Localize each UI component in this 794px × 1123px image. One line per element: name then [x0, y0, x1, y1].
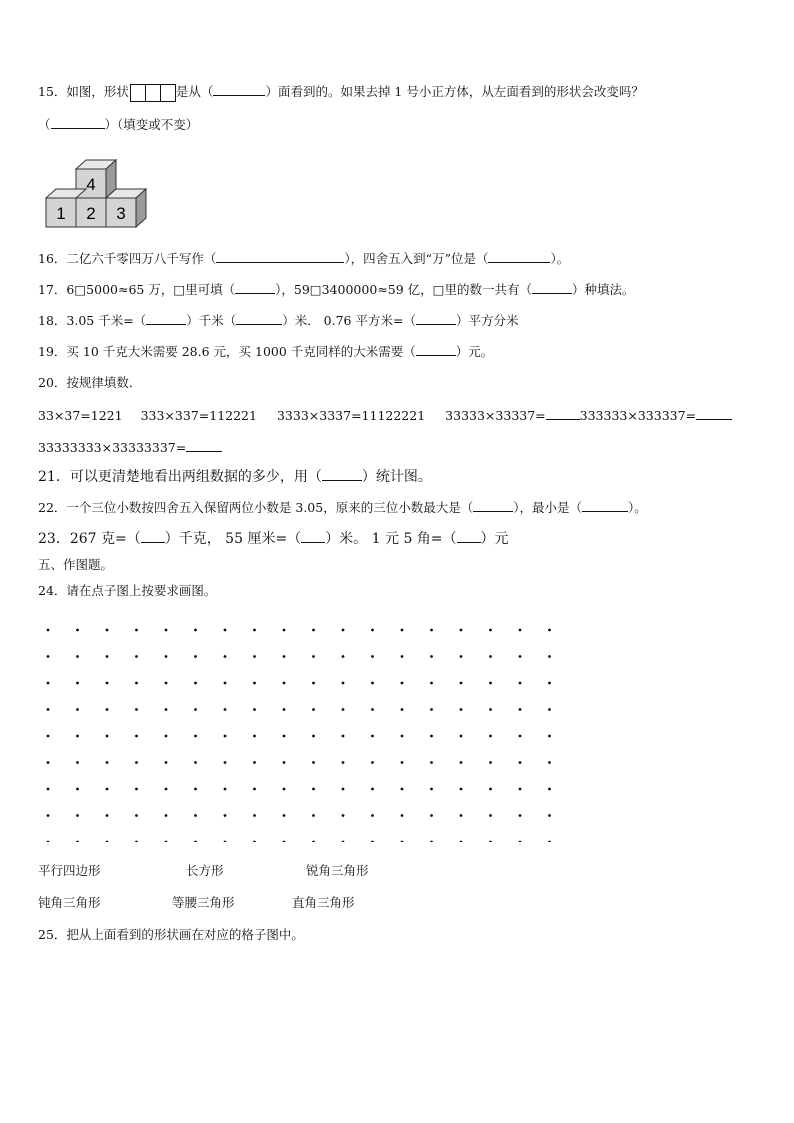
grid-dot[interactable] — [106, 682, 109, 685]
grid-dot[interactable] — [342, 735, 345, 738]
grid-dot[interactable] — [76, 814, 79, 817]
grid-dot[interactable] — [76, 841, 79, 842]
grid-dot[interactable] — [283, 682, 286, 685]
grid-dot[interactable] — [165, 682, 168, 685]
grid-dot[interactable] — [224, 788, 227, 791]
grid-dot[interactable] — [371, 629, 374, 632]
grid-dot[interactable] — [194, 655, 197, 658]
grid-dot[interactable] — [312, 655, 315, 658]
grid-dot[interactable] — [224, 814, 227, 817]
grid-dot[interactable] — [430, 761, 433, 764]
grid-dot[interactable] — [194, 814, 197, 817]
grid-dot[interactable] — [194, 629, 197, 632]
grid-dot[interactable] — [47, 708, 50, 711]
grid-dot[interactable] — [371, 735, 374, 738]
grid-dot[interactable] — [76, 788, 79, 791]
shape-label: 等腰三角形 — [172, 895, 235, 910]
grid-dot[interactable] — [342, 761, 345, 764]
answer-blank[interactable] — [416, 312, 456, 325]
answer-blank[interactable] — [213, 83, 265, 96]
grid-dot[interactable] — [47, 841, 50, 842]
answer-blank[interactable] — [582, 499, 628, 512]
grid-dot[interactable] — [135, 841, 138, 842]
grid-dot[interactable] — [224, 841, 227, 842]
grid-dot[interactable] — [47, 735, 50, 738]
answer-blank[interactable] — [696, 407, 732, 420]
grid-dot[interactable] — [342, 629, 345, 632]
grid-dot[interactable] — [135, 788, 138, 791]
answer-blank[interactable] — [236, 312, 282, 325]
grid-dot[interactable] — [312, 629, 315, 632]
grid-dot[interactable] — [135, 814, 138, 817]
grid-dot[interactable] — [519, 841, 522, 842]
grid-dot[interactable] — [430, 708, 433, 711]
grid-dot[interactable] — [165, 788, 168, 791]
grid-dot[interactable] — [194, 708, 197, 711]
grid-dot[interactable] — [342, 814, 345, 817]
grid-dot[interactable] — [401, 655, 404, 658]
grid-dot[interactable] — [283, 761, 286, 764]
shape-label: 锐角三角形 — [306, 863, 369, 878]
grid-dot[interactable] — [194, 788, 197, 791]
grid-dot[interactable] — [430, 841, 433, 842]
grid-dot[interactable] — [165, 761, 168, 764]
grid-dot[interactable] — [489, 761, 492, 764]
grid-dot[interactable] — [47, 814, 50, 817]
grid-dot[interactable] — [165, 735, 168, 738]
answer-blank[interactable] — [546, 407, 580, 420]
grid-dot[interactable] — [224, 655, 227, 658]
answer-blank[interactable] — [216, 250, 344, 263]
grid-dot[interactable] — [283, 629, 286, 632]
grid-dot[interactable] — [283, 841, 286, 842]
grid-dot[interactable] — [401, 682, 404, 685]
grid-dot[interactable] — [47, 682, 50, 685]
grid-dot[interactable] — [253, 708, 256, 711]
grid-dot[interactable] — [283, 814, 286, 817]
grid-dot[interactable] — [135, 655, 138, 658]
grid-dot[interactable] — [76, 735, 79, 738]
grid-dot[interactable] — [342, 682, 345, 685]
answer-blank[interactable] — [473, 499, 513, 512]
answer-blank[interactable] — [322, 468, 362, 481]
grid-dot[interactable] — [253, 682, 256, 685]
grid-dot[interactable] — [489, 682, 492, 685]
grid-dot[interactable] — [548, 735, 551, 738]
grid-dot[interactable] — [342, 708, 345, 711]
answer-blank[interactable] — [51, 116, 105, 129]
three-square-shape — [130, 84, 175, 102]
question-18: 18．3.05 千米=（ ）千米（ ）米． 0.76 平方米=（ ）平方分米 — [38, 313, 519, 328]
grid-dot[interactable] — [460, 788, 463, 791]
grid-dot[interactable] — [106, 629, 109, 632]
answer-blank[interactable] — [186, 439, 222, 452]
grid-dot[interactable] — [135, 708, 138, 711]
grid-dot[interactable] — [489, 735, 492, 738]
grid-dot[interactable] — [47, 629, 50, 632]
grid-dot[interactable] — [342, 841, 345, 842]
grid-dot[interactable] — [430, 788, 433, 791]
grid-dot[interactable] — [253, 629, 256, 632]
grid-dot[interactable] — [460, 708, 463, 711]
grid-dot[interactable] — [253, 814, 256, 817]
grid-dot[interactable] — [519, 655, 522, 658]
question-17: 17．6□5000≈65 万，□里可填（ ），59□3400000≈59 亿，□里的数一共有（ ）种填法。 — [38, 282, 635, 297]
grid-dot[interactable] — [194, 841, 197, 842]
grid-dot[interactable] — [106, 655, 109, 658]
cube-figure — [44, 157, 148, 231]
grid-dot[interactable] — [519, 814, 522, 817]
grid-dot[interactable] — [401, 841, 404, 842]
grid-dot[interactable] — [106, 708, 109, 711]
grid-dot[interactable] — [253, 735, 256, 738]
grid-dot[interactable] — [489, 655, 492, 658]
question-25: 25．把从上面看到的形状画在对应的格子图中。 — [38, 927, 304, 942]
grid-dot[interactable] — [165, 708, 168, 711]
grid-dot[interactable] — [253, 788, 256, 791]
grid-dot[interactable] — [460, 761, 463, 764]
grid-dot[interactable] — [489, 841, 492, 842]
grid-dot[interactable] — [76, 682, 79, 685]
grid-dot[interactable] — [106, 814, 109, 817]
grid-dot[interactable] — [312, 814, 315, 817]
grid-dot[interactable] — [76, 629, 79, 632]
grid-dot[interactable] — [47, 788, 50, 791]
shape-label: 直角三角形 — [292, 895, 355, 910]
question-24: 24．请在点子图上按要求画图。 — [38, 583, 217, 598]
answer-blank[interactable] — [488, 250, 550, 263]
grid-dot[interactable] — [312, 841, 315, 842]
answer-blank[interactable] — [532, 281, 572, 294]
answer-blank[interactable] — [146, 312, 186, 325]
section-heading: 五、作图题。 — [38, 557, 114, 572]
answer-blank[interactable] — [235, 281, 275, 294]
grid-dot[interactable] — [165, 814, 168, 817]
grid-dot[interactable] — [76, 761, 79, 764]
shape-label: 长方形 — [186, 863, 224, 878]
grid-dot[interactable] — [430, 629, 433, 632]
grid-dot[interactable] — [519, 761, 522, 764]
grid-dot[interactable] — [548, 682, 551, 685]
grid-dot[interactable] — [548, 761, 551, 764]
question-23: 23．267 克=（ ）千克， 55 厘米=（ ）米。 1 元 5 角=（ ）元 — [38, 531, 509, 547]
question-21: 21．可以更清楚地看出两组数据的多少，用（ ）统计图。 — [38, 469, 432, 485]
cube-label-2: 2 — [86, 204, 96, 223]
grid-dot[interactable] — [489, 708, 492, 711]
grid-dot[interactable] — [460, 735, 463, 738]
grid-dot[interactable] — [312, 761, 315, 764]
cube-label-4: 4 — [86, 175, 96, 194]
grid-dot[interactable] — [76, 655, 79, 658]
grid-dot[interactable] — [165, 629, 168, 632]
grid-dot[interactable] — [135, 735, 138, 738]
grid-dot[interactable] — [460, 629, 463, 632]
grid-dot[interactable] — [224, 708, 227, 711]
grid-dot[interactable] — [460, 682, 463, 685]
grid-dot[interactable] — [489, 629, 492, 632]
grid-dot[interactable] — [283, 655, 286, 658]
grid-dot[interactable] — [165, 841, 168, 842]
grid-dot[interactable] — [519, 735, 522, 738]
grid-dot[interactable] — [489, 788, 492, 791]
grid-dot[interactable] — [106, 841, 109, 842]
grid-dot[interactable] — [135, 629, 138, 632]
grid-dot[interactable] — [283, 735, 286, 738]
grid-dot[interactable] — [401, 629, 404, 632]
grid-dot[interactable] — [460, 655, 463, 658]
grid-dot[interactable] — [253, 655, 256, 658]
question-20: 20．按规律填数． — [38, 375, 142, 390]
grid-dot[interactable] — [401, 735, 404, 738]
grid-dot[interactable] — [106, 788, 109, 791]
cube-label-3: 3 — [116, 204, 126, 223]
grid-dot[interactable] — [371, 841, 374, 842]
grid-dot[interactable] — [519, 708, 522, 711]
grid-dot[interactable] — [342, 788, 345, 791]
grid-dot[interactable] — [253, 841, 256, 842]
grid-dot[interactable] — [194, 761, 197, 764]
grid-dot[interactable] — [430, 682, 433, 685]
question-16: 16．二亿六千零四万八千写作（ ），四舍五入到“万”位是（ ）。 — [38, 251, 570, 266]
grid-dot[interactable] — [224, 629, 227, 632]
grid-dot[interactable] — [47, 655, 50, 658]
grid-dot[interactable] — [342, 655, 345, 658]
question-20-row2: 33333333×33333337= — [38, 439, 222, 456]
answer-blank[interactable] — [301, 530, 325, 543]
grid-dot[interactable] — [106, 761, 109, 764]
grid-dot[interactable] — [253, 761, 256, 764]
grid-dot[interactable] — [224, 761, 227, 764]
grid-dot[interactable] — [312, 788, 315, 791]
grid-dot[interactable] — [460, 841, 463, 842]
grid-dot[interactable] — [371, 708, 374, 711]
answer-blank[interactable] — [416, 343, 456, 356]
grid-dot[interactable] — [224, 735, 227, 738]
dot-grid[interactable] — [38, 622, 558, 842]
grid-dot[interactable] — [548, 629, 551, 632]
grid-dot[interactable] — [548, 814, 551, 817]
grid-dot[interactable] — [519, 682, 522, 685]
grid-dot[interactable] — [548, 708, 551, 711]
grid-dot[interactable] — [430, 735, 433, 738]
question-19: 19．买 10 千克大米需要 28.6 元，买 1000 千克同样的大米需要（ ）元。 — [38, 344, 494, 359]
grid-dot[interactable] — [548, 788, 551, 791]
shape-label: 钝角三角形 — [38, 895, 101, 910]
grid-dot[interactable] — [371, 788, 374, 791]
cube-label-1: 1 — [56, 204, 66, 223]
grid-dot[interactable] — [430, 814, 433, 817]
grid-dot[interactable] — [371, 655, 374, 658]
grid-dot[interactable] — [371, 761, 374, 764]
grid-dot[interactable] — [165, 655, 168, 658]
grid-dot[interactable] — [430, 655, 433, 658]
grid-dot[interactable] — [312, 735, 315, 738]
grid-dot[interactable] — [519, 788, 522, 791]
answer-blank[interactable] — [141, 530, 165, 543]
grid-dot[interactable] — [283, 708, 286, 711]
grid-dot[interactable] — [460, 814, 463, 817]
grid-dot[interactable] — [371, 682, 374, 685]
grid-dot[interactable] — [489, 814, 492, 817]
shape-label: 平行四边形 — [38, 863, 101, 878]
question-20-row1: 33×37=1221 333×337=112221 3333×3337=11122221 33333×33337= 333333×333337= — [38, 407, 732, 424]
question-15: 15．如图，形状 是从（ ）面看到的。如果去掉 1 号小正方体，从左面看到的形状会改变吗？ — [38, 83, 644, 102]
grid-dot[interactable] — [47, 761, 50, 764]
grid-dot[interactable] — [135, 682, 138, 685]
grid-dot[interactable] — [106, 735, 109, 738]
grid-dot[interactable] — [371, 814, 374, 817]
grid-dot[interactable] — [194, 682, 197, 685]
question-15-line2: （ ）（填变或不变） — [38, 117, 199, 132]
grid-dot[interactable] — [548, 655, 551, 658]
question-22: 22．一个三位小数按四舍五入保留两位小数是 3.05，原来的三位小数最大是（ ），最小是（ ）。 — [38, 500, 647, 515]
grid-dot[interactable] — [283, 788, 286, 791]
grid-dot[interactable] — [401, 788, 404, 791]
grid-dot[interactable] — [194, 735, 197, 738]
grid-dot[interactable] — [401, 708, 404, 711]
grid-dot[interactable] — [76, 708, 79, 711]
grid-dot[interactable] — [548, 841, 551, 842]
answer-blank[interactable] — [457, 530, 481, 543]
grid-dot[interactable] — [519, 629, 522, 632]
grid-dot[interactable] — [312, 708, 315, 711]
grid-dot[interactable] — [135, 761, 138, 764]
grid-dot[interactable] — [312, 682, 315, 685]
grid-dot[interactable] — [401, 761, 404, 764]
grid-dot[interactable] — [224, 682, 227, 685]
grid-dot[interactable] — [401, 814, 404, 817]
